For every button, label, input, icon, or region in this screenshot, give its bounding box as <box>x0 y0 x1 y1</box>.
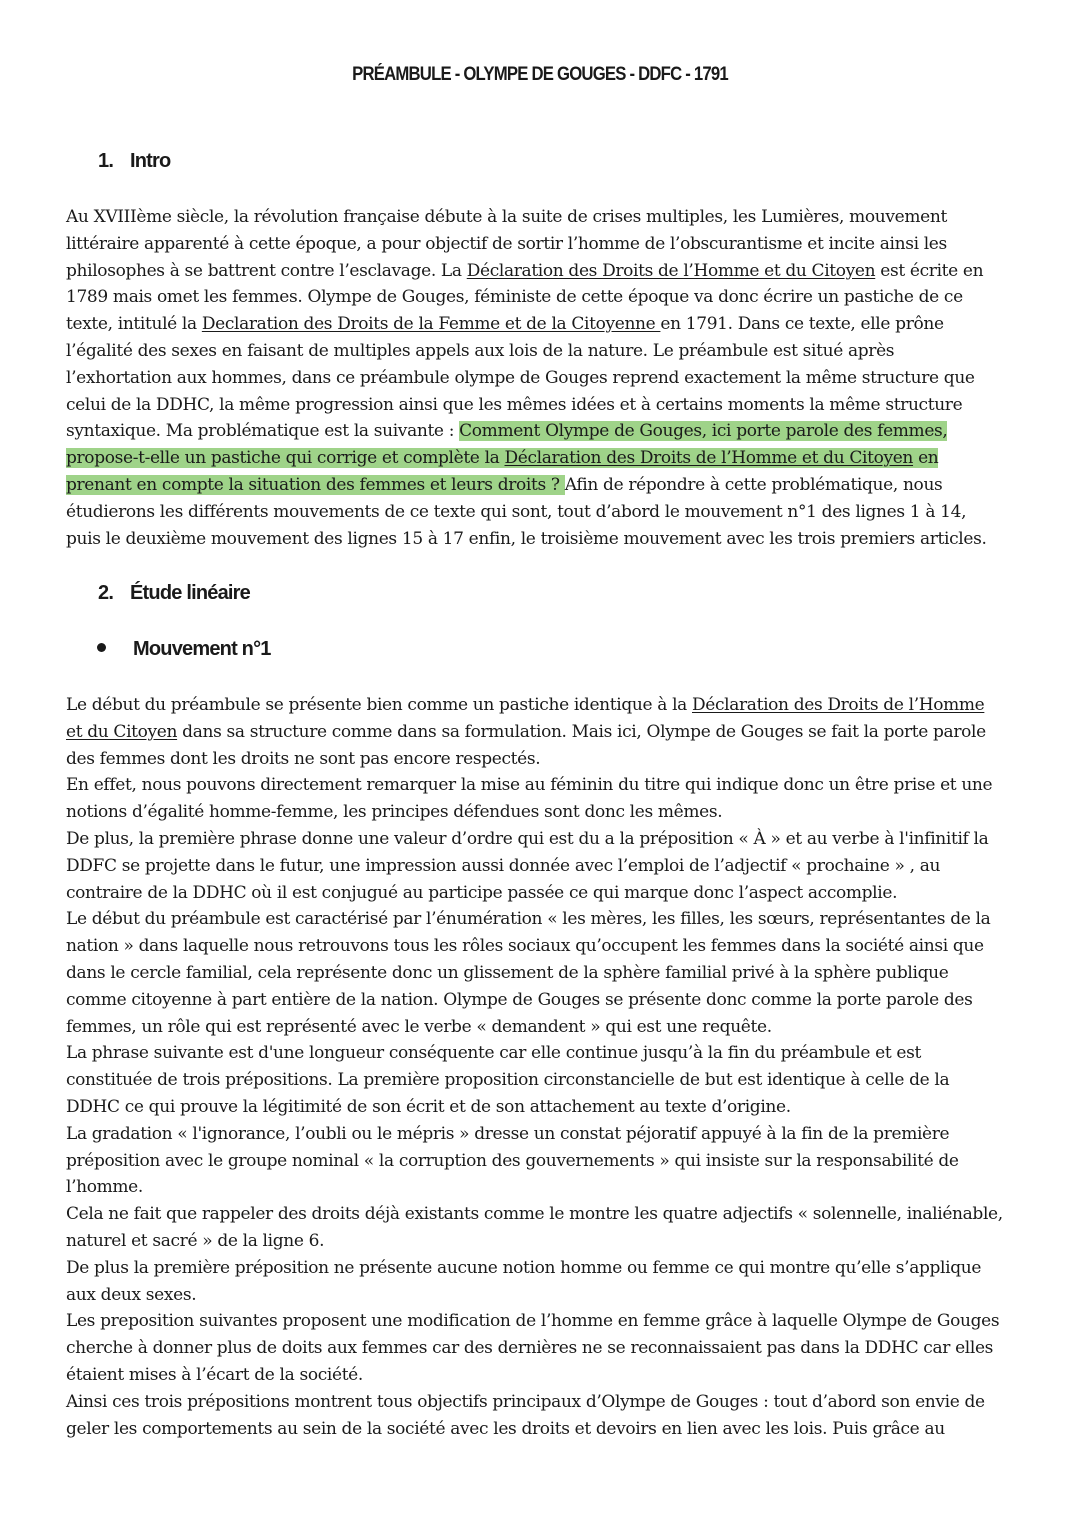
text-line: DDHC ce qui prouve la légitimité de son écrit et de son attachement au texte d’origine. <box>66 1096 791 1117</box>
intro-paragraph <box>66 204 1026 552</box>
text-line: Les preposition suivantes proposent une modification de l’homme en femme grâce à laquelle Olympe de Gouges <box>66 1311 1000 1332</box>
section-number: 2. <box>98 582 114 604</box>
ddhc-reference: Déclaration des Droits de l’Homme <box>692 695 985 715</box>
problematique-highlight <box>66 448 938 468</box>
text-span: Afin de répondre à cette problématique, nous <box>564 474 943 495</box>
text-line: l’homme. <box>66 1177 143 1198</box>
text-line: des femmes dont les droits ne sont pas encore respectés. <box>66 748 541 769</box>
text-line: dans le cercle familial, cela représente donc un glissement de la sphère familial privé à la sphère publique <box>66 962 949 983</box>
bullet-icon <box>97 643 106 652</box>
text-line: puis le deuxième mouvement des lignes 15 à 17 enfin, le troisième mouvement avec les trois premiers articles. <box>66 528 987 549</box>
text-line: De plus, la première phrase donne une valeur d’ordre qui est du a la préposition « À » et au verbe à l'infinitif la <box>66 828 989 849</box>
text-line: celui de la DDHC, la même progression ainsi que les mêmes idées et à certains moments la même structure <box>66 394 963 415</box>
text-line: nation » dans laquelle nous retrouvons tous les rôles sociaux qu’occupent les femmes dans la société ainsi que <box>66 936 984 957</box>
ddhc-reference: et du Citoyen <box>66 721 178 742</box>
text-line: étaient mises à l’écart de la société. <box>66 1364 363 1385</box>
section-heading-intro <box>98 150 170 173</box>
subsection-heading-mouvement1 <box>97 638 271 661</box>
text-line <box>66 719 1026 746</box>
text-span: syntaxique. Ma problématique est la suivante : <box>66 421 460 442</box>
text-line: 1789 mais omet les femmes. Olympe de Gouges, féministe de cette époque va donc écrire un pastiche de ce <box>66 287 963 308</box>
text-line: Au XVIIIème siècle, la révolution française débute à la suite de crises multiples, les Lumières, mouvement <box>66 207 947 227</box>
text-line: notions d’égalité homme-femme, les principes défendues sont donc les mêmes. <box>66 802 723 823</box>
section-number: 1. <box>98 150 114 172</box>
text-span: en <box>913 448 939 469</box>
text-line: naturel et sacré » de la ligne 6. <box>66 1230 325 1251</box>
problematique-highlight: Comment Olympe de Gouges, ici porte parole des femmes, <box>459 421 948 442</box>
ddhc-reference: Déclaration des Droits de l’Homme et du Citoyen <box>466 260 876 281</box>
text-line: comme citoyenne à part entière de la nation. Olympe de Gouges se présente donc comme la porte parole des <box>66 989 973 1010</box>
text-line: De plus la première préposition ne présente aucune notion homme ou femme ce qui montre qu’elle s’applique <box>66 1257 982 1278</box>
text-line: La gradation « l'ignorance, l’oubli ou le mépris » dresse un constat péjoratif appuyé à la fin de la première <box>66 1123 950 1144</box>
text-line: étudierons les différents mouvements de ce texte qui sont, tout d’abord le mouvement n°1 des lignes 1 à 14, <box>66 501 967 522</box>
text-line: Ainsi ces trois prépositions montrent tous objectifs principaux d’Olympe de Gouges : tout d’abord son envie de <box>66 1391 985 1412</box>
text-line: Cela ne fait que rappeler des droits déjà existants comme le montre les quatre adjectifs « solennelle, inaliénable, <box>66 1204 1003 1225</box>
section-label: Intro <box>130 150 171 172</box>
ddfc-reference: Declaration des Droits de la Femme et de la Citoyenne <box>201 314 661 335</box>
text-span: texte, intitulé la <box>66 314 202 335</box>
text-line: préposition avec le groupe nominal « la corruption des gouvernements » qui insiste sur la responsabilité de <box>66 1150 959 1171</box>
text-line <box>66 472 1026 499</box>
text-line <box>66 445 1026 472</box>
text-span: Le début du préambule se présente bien comme un pastiche identique à la <box>66 695 692 715</box>
document-title: PRÉAMBULE - OLYMPE DE GOUGES - DDFC - 1791 <box>352 64 728 85</box>
text-span: est écrite en <box>875 260 984 281</box>
text-line <box>66 311 1026 338</box>
mouvement1-paragraph <box>66 692 1026 1442</box>
text-line: cherche à donner plus de doits aux femmes car des dernières ne se reconnaissaient pas dans la DDHC car elles <box>66 1338 994 1359</box>
text-line: aux deux sexes. <box>66 1284 197 1305</box>
text-line: l’égalité des sexes en faisant de multiples appels aux lois de la nature. Le préambule est situé après <box>66 340 895 361</box>
text-span: en 1791. Dans ce texte, elle prône <box>660 314 944 335</box>
text-line: Le début du préambule est caractérisé par l’énumération « les mères, les filles, les sœurs, représentantes de la <box>66 909 991 930</box>
section-heading-etude <box>98 582 250 605</box>
text-line: contraire de la DDHC où il est conjugué au participe passée ce qui marque donc l’aspect accomplie. <box>66 882 898 903</box>
problematique-highlight: prenant en compte la situation des femmes et leurs droits ? <box>66 474 565 495</box>
text-line: geler les comportements au sein de la société avec les droits et devoirs en lien avec les lois. Puis grâce au <box>66 1418 945 1439</box>
text-span: propose-t-elle un pastiche qui corrige et complète la <box>66 448 505 469</box>
text-line <box>66 258 1026 285</box>
text-line: En effet, nous pouvons directement remarquer la mise au féminin du titre qui indique donc un être prise et une <box>66 775 993 796</box>
text-line <box>66 418 1026 445</box>
text-line: femmes, un rôle qui est représenté avec le verbe « demandent » qui est une requête. <box>66 1016 772 1037</box>
text-line: constituée de trois prépositions. La première proposition circonstancielle de but est identique à celle de la <box>66 1070 950 1091</box>
text-line: l’exhortation aux hommes, dans ce préambule olympe de Gouges reprend exactement la même structure que <box>66 367 975 388</box>
subsection-label: Mouvement n°1 <box>133 638 271 660</box>
text-span: dans sa structure comme dans sa formulation. Mais ici, Olympe de Gouges se fait la porte parole <box>177 721 986 742</box>
text-line <box>66 692 1026 719</box>
text-line: littéraire apparenté à cette époque, a pour objectif de sortir l’homme de l’obscurantisme et incite ainsi les <box>66 233 947 254</box>
text-span: philosophes à se battrent contre l’esclavage. La <box>66 260 467 281</box>
section-label: Étude linéaire <box>130 582 250 604</box>
text-line: DDFC se projette dans le futur, une impression aussi donnée avec l’emploi de l’adjectif « prochaine » , au <box>66 855 941 876</box>
ddhc-reference: Déclaration des Droits de l’Homme et du Citoyen <box>504 448 914 469</box>
text-line: La phrase suivante est d'une longueur conséquente car elle continue jusqu’à la fin du préambule et est <box>66 1043 921 1064</box>
